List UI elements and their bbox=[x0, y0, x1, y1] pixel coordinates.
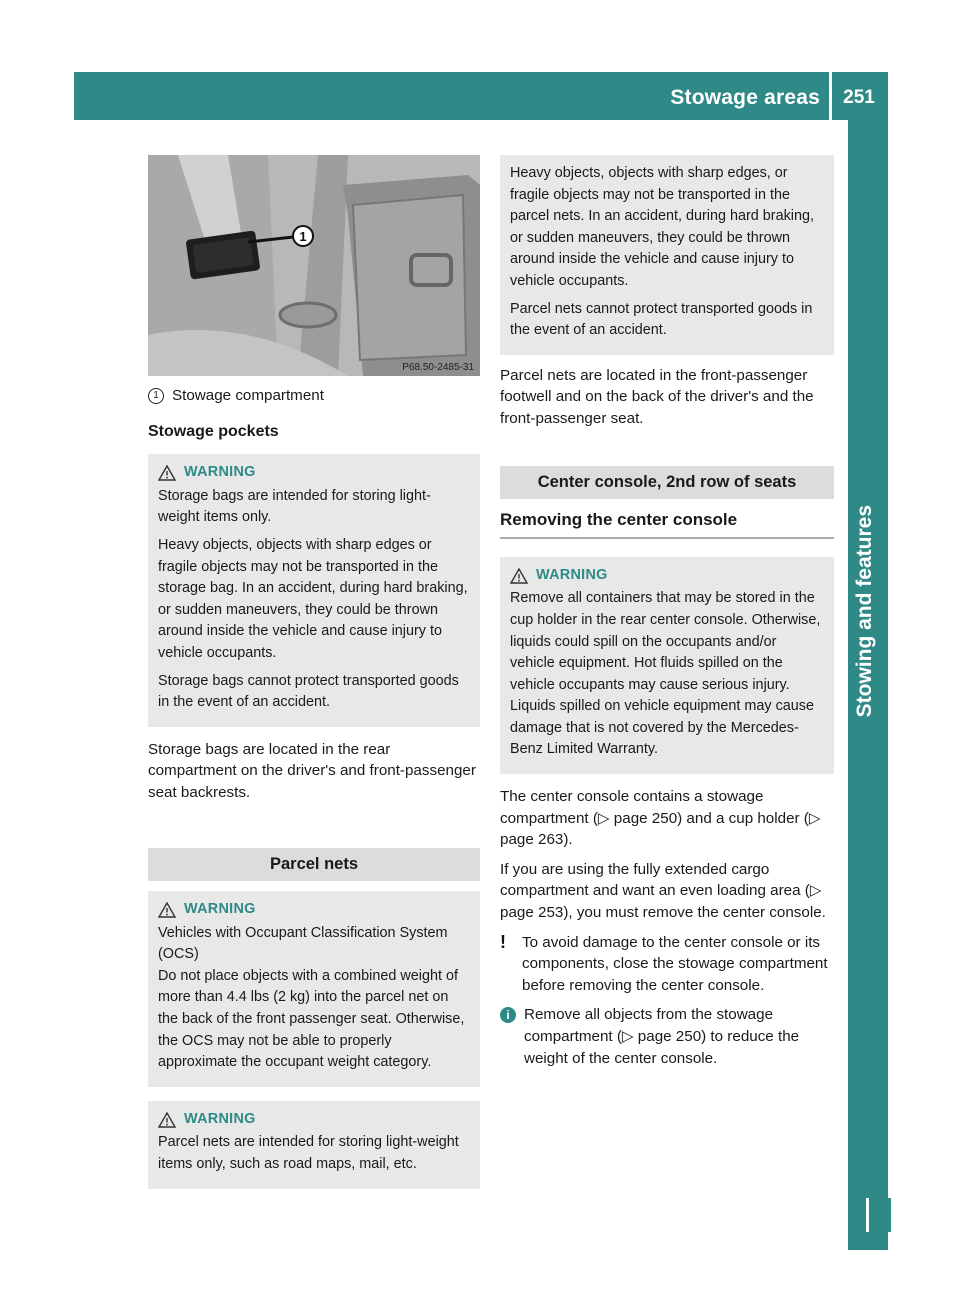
parcel-nets-text: Parcel nets are located in the front-passenger footwell and on the back of the driver's and the front-passenger seat. bbox=[500, 366, 814, 427]
warning-box bbox=[500, 557, 834, 774]
figure-callout-number: 1 bbox=[299, 229, 307, 244]
warning-triangle-icon bbox=[158, 1112, 176, 1128]
stowage-pockets-heading: Stowage pockets bbox=[148, 422, 279, 440]
info-text: Remove all objects from the stowage compartment (▷ page 250) to reduce the weight of the center console. bbox=[524, 1006, 800, 1067]
caption-number: 1 bbox=[148, 388, 164, 404]
warning-box bbox=[148, 1101, 480, 1189]
warning-paragraph: Parcel nets cannot protect transported goods in the event of an accident. bbox=[510, 300, 813, 339]
warning-box-continued bbox=[500, 155, 834, 355]
warning-paragraph: Storage bags cannot protect transported goods in the event of an accident. bbox=[158, 672, 459, 711]
caution-note bbox=[500, 932, 834, 997]
stowage-compartment-figure bbox=[148, 155, 480, 376]
warning-triangle-icon bbox=[510, 568, 528, 584]
warning-title: WARNING bbox=[184, 1110, 256, 1127]
storage-bags-text: Storage bags are located in the rear compartment on the driver's and front-passenger seat backrests. bbox=[148, 740, 476, 801]
header-title: Stowage areas bbox=[670, 86, 820, 109]
warning-paragraph: Heavy objects, objects with sharp edges or fragile objects may not be transported in the storage bag. In an accident, during hard braking, or sudden maneuvers, they could be thrown around inside the vehicle and cause injury to vehicle occupants. bbox=[158, 536, 468, 661]
page-header bbox=[74, 72, 888, 120]
side-tab-label: Stowing and features bbox=[853, 505, 876, 718]
right-column bbox=[500, 155, 834, 1077]
caption-text: Stowage compartment bbox=[172, 387, 324, 404]
cargo-text: If you are using the fully extended cargo compartment and want an even loading area (▷ page 253), you must remove the center console. bbox=[500, 860, 826, 922]
warning-paragraph: Do not place objects with a combined weight of more than 4.4 lbs (2 kg) into the parcel net on the back of the front passenger seat. Otherwise, the OCS may not be able to properly approximate the occupant weight category. bbox=[158, 967, 465, 1071]
warning-title: WARNING bbox=[184, 464, 256, 481]
left-column bbox=[148, 155, 480, 1199]
side-tab-marker bbox=[866, 1198, 891, 1232]
warning-triangle-icon bbox=[158, 902, 176, 918]
warning-paragraph: Vehicles with Occupant Classification System (OCS) bbox=[158, 924, 448, 963]
info-note bbox=[500, 1004, 834, 1069]
center-console-title: Center console, 2nd row of seats bbox=[500, 466, 834, 500]
page-number: 251 bbox=[843, 87, 875, 108]
warning-title: WARNING bbox=[536, 566, 608, 583]
warning-box bbox=[148, 454, 480, 727]
caution-icon: ! bbox=[500, 931, 506, 952]
console-text: The center console contains a stowage compartment (▷ page 250) and a cup holder (▷ page 263). bbox=[500, 788, 821, 849]
warning-paragraph: Storage bags are intended for storing light-weight items only. bbox=[158, 487, 431, 526]
warning-title: WARNING bbox=[184, 901, 256, 918]
removing-console-heading: Removing the center console bbox=[500, 509, 834, 539]
warning-paragraph: Remove all containers that may be stored in the cup holder in the rear center console. Otherwise, liquids could spill on the occupants and/or vehicle equipment. Hot fluids spilled on the vehicle occupants may cause serious injury. Liquids spilled on vehicle equipment may cause damage that is not covered by the Mercedes-Benz Limited Warranty. bbox=[510, 590, 821, 758]
figure-caption bbox=[148, 385, 480, 407]
warning-paragraph: Parcel nets are intended for storing light-weight items only, such as road maps, mail, etc. bbox=[158, 1134, 459, 1173]
parcel-nets-title: Parcel nets bbox=[148, 848, 480, 882]
info-icon: i bbox=[500, 1007, 516, 1023]
warning-box bbox=[148, 891, 480, 1087]
figure-code: P68.50-2485-31 bbox=[402, 362, 474, 373]
caution-text: To avoid damage to the center console or its components, close the stowage compartment before removing the center console. bbox=[522, 933, 828, 994]
warning-paragraph: Heavy objects, objects with sharp edges, or fragile objects may not be transported in the parcel nets. In an accident, during hard braking, or sudden maneuvers, they could be thrown around inside the vehicle and cause injury to vehicle occupants. bbox=[510, 165, 814, 289]
header-divider bbox=[829, 72, 832, 120]
warning-triangle-icon bbox=[158, 465, 176, 481]
